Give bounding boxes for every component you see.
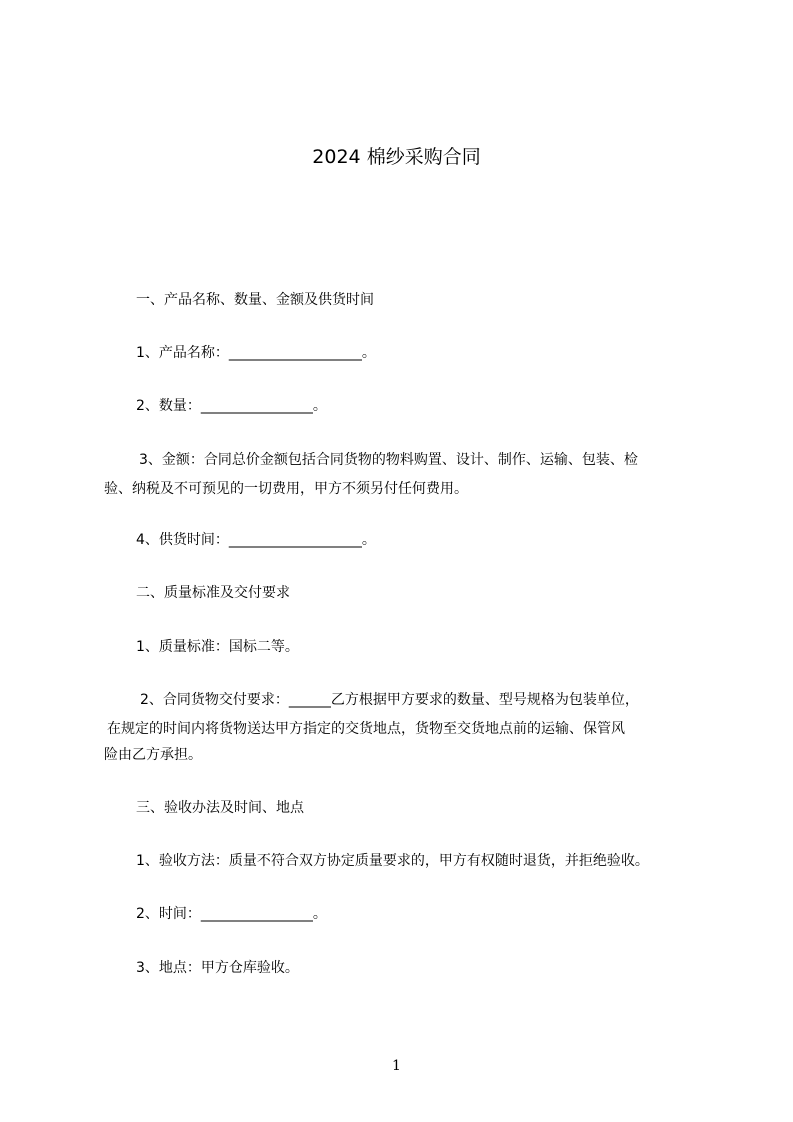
section-heading-3: 三、验收办法及时间、地点 [136, 800, 304, 816]
section-heading-1: 一、产品名称、数量、金额及供货时间 [136, 292, 374, 308]
clause-product-name: 1、产品名称：___________________。 [136, 345, 376, 361]
clause-amount-line-1: 3、金额：合同总价金额包括合同货物的物料购置、设计、制作、运输、包装、检 [139, 452, 638, 468]
clause-quality-standard: 1、质量标准：国标二等。 [136, 639, 299, 655]
clause-inspection-time: 2、时间：________________。 [136, 906, 327, 922]
clause-supply-time: 4、供货时间：___________________。 [136, 532, 376, 548]
clause-quantity: 2、数量：________________。 [136, 398, 327, 414]
clause-delivery-line-1: 2、合同货物交付要求：______乙方根据甲方要求的数量、型号规格为包装单位， [140, 692, 639, 708]
clause-inspection-place: 3、地点：甲方仓库验收。 [136, 960, 299, 976]
clause-delivery-line-3: 险由乙方承担。 [104, 747, 202, 763]
page-title: 2024 棉纱采购合同 [312, 146, 481, 168]
clause-amount-line-2: 验、纳税及不可预见的一切费用，甲方不须另付任何费用。 [104, 481, 468, 497]
clause-delivery-line-2: 在规定的时间内将货物送达甲方指定的交货地点，货物至交货地点前的运输、保管风 [107, 721, 625, 737]
section-heading-2: 二、质量标准及交付要求 [136, 585, 290, 601]
page-number: 1 [392, 1058, 401, 1074]
clause-inspection-method: 1、验收方法：质量不符合双方协定质量要求的，甲方有权随时退货，并拒绝验收。 [136, 853, 649, 869]
